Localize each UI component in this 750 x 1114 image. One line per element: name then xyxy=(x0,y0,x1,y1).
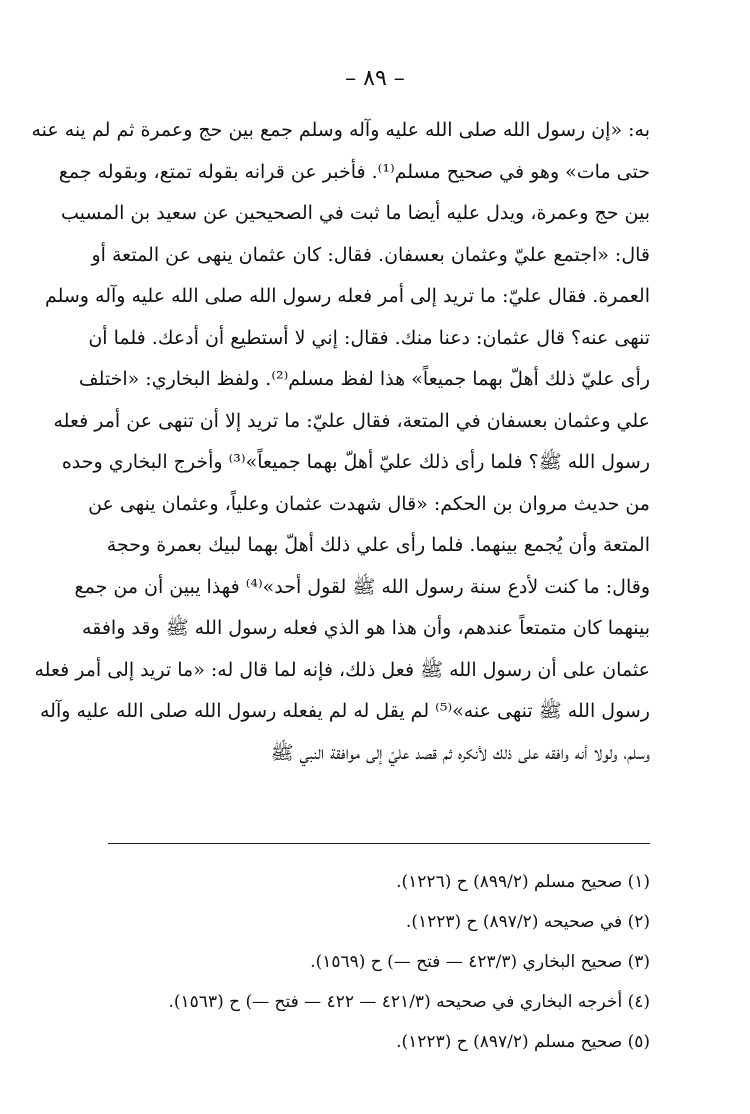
footnote-1: (١) صحيح مسلم (٨٩٩/٢) ح (١٢٢٦). xyxy=(396,872,650,892)
text-line: المتعة وأن يُجمع بينهما. فلما رأى علي ذلك أهلّ بهما لبيك بعمرة وحجة xyxy=(106,534,650,556)
text-line: بينهما كان متمتعاً عندهم، وأن هذا هو الذي فعله رسول الله ﷺ وقد وافقه xyxy=(82,617,650,639)
footnote-4: (٤) أخرجه البخاري في صحيحه (٤٢١/٣ — ٤٢٢ — فتح —) ح (١٥٦٣). xyxy=(168,992,650,1012)
text-line: وقال: ما كنت لأدع سنة رسول الله ﷺ لقول أحد»⁽⁴⁾ فهذا يبين أن من جمع xyxy=(74,575,650,598)
text-line: تنهى عنه؟ قال عثمان: دعنا منك. فقال: إني لا أستطيع أن أدعك. فلما أن xyxy=(88,326,650,349)
text-line: علي وعثمان بعسفان في المتعة، فقال عليّ: ما تريد إلا أن تنهى عن أمر فعله xyxy=(53,409,650,432)
footnote-5: (٥) صحيح مسلم (٨٩٧/٢) ح (١٢٢٣). xyxy=(396,1032,650,1052)
text-line: رأى عليّ ذلك أهلّ بهما جميعاً» هذا لفظ مسلم⁽²⁾. ولفظ البخاري: «اختلف xyxy=(78,368,650,390)
text-line: به: «إن رسول الله صلى الله عليه وآله وسلم جمع بين حج وعمرة ثم لم ينه عنه xyxy=(31,119,650,141)
text-line: عثمان على أن رسول الله ﷺ فعل ذلك، فإنه لما قال له: «ما تريد إلى أمر فعله xyxy=(34,658,650,681)
footnotes xyxy=(108,862,650,1062)
text-line: بين حج وعمرة، ويدل عليه أيضا ما ثبت في الصحيحين عن سعيد بن المسيب xyxy=(61,202,650,224)
footnote-divider xyxy=(108,843,650,844)
text-line: قال: «اجتمع عليّ وعثمان بعسفان. فقال: كان عثمان ينهى عن المتعة أو xyxy=(91,243,650,266)
page-number: – ٨٩ – xyxy=(345,66,405,91)
text-line: وسلم، ولولا أنه وافقه على ذلك لأنكره ثم قصد عليّ إلى موافقة النبي ﷺ xyxy=(270,741,650,764)
main-text xyxy=(31,110,650,774)
text-line: رسول الله ﷺ؟ فلما رأى ذلك عليّ أهلّ بهما جميعاً»⁽³⁾ وأخرج البخاري وحده xyxy=(61,451,650,473)
text-line: رسول الله ﷺ تنهى عنه»⁽⁵⁾ لم يقل له لم يفعله رسول الله صلى الله عليه وآله xyxy=(40,700,650,722)
text-line: حتى مات» وهو في صحيح مسلم⁽¹⁾. فأخبر عن قرانه بقوله تمتع، وبقوله جمع xyxy=(58,160,650,183)
footnote-2: (٢) في صحيحه (٨٩٧/٢) ح (١٢٢٣). xyxy=(405,912,650,932)
footnote-3: (٣) صحيح البخاري (٤٢٣/٣ — فتح —) ح (١٥٦٩). xyxy=(310,952,650,972)
text-line: العمرة. فقال عليّ: ما تريد إلى أمر فعله رسول الله صلى الله عليه وآله وسلم xyxy=(44,285,650,307)
text-line: من حديث مروان بن الحكم: «قال شهدت عثمان وعلياً، وعثمان ينهى عن xyxy=(88,492,650,515)
